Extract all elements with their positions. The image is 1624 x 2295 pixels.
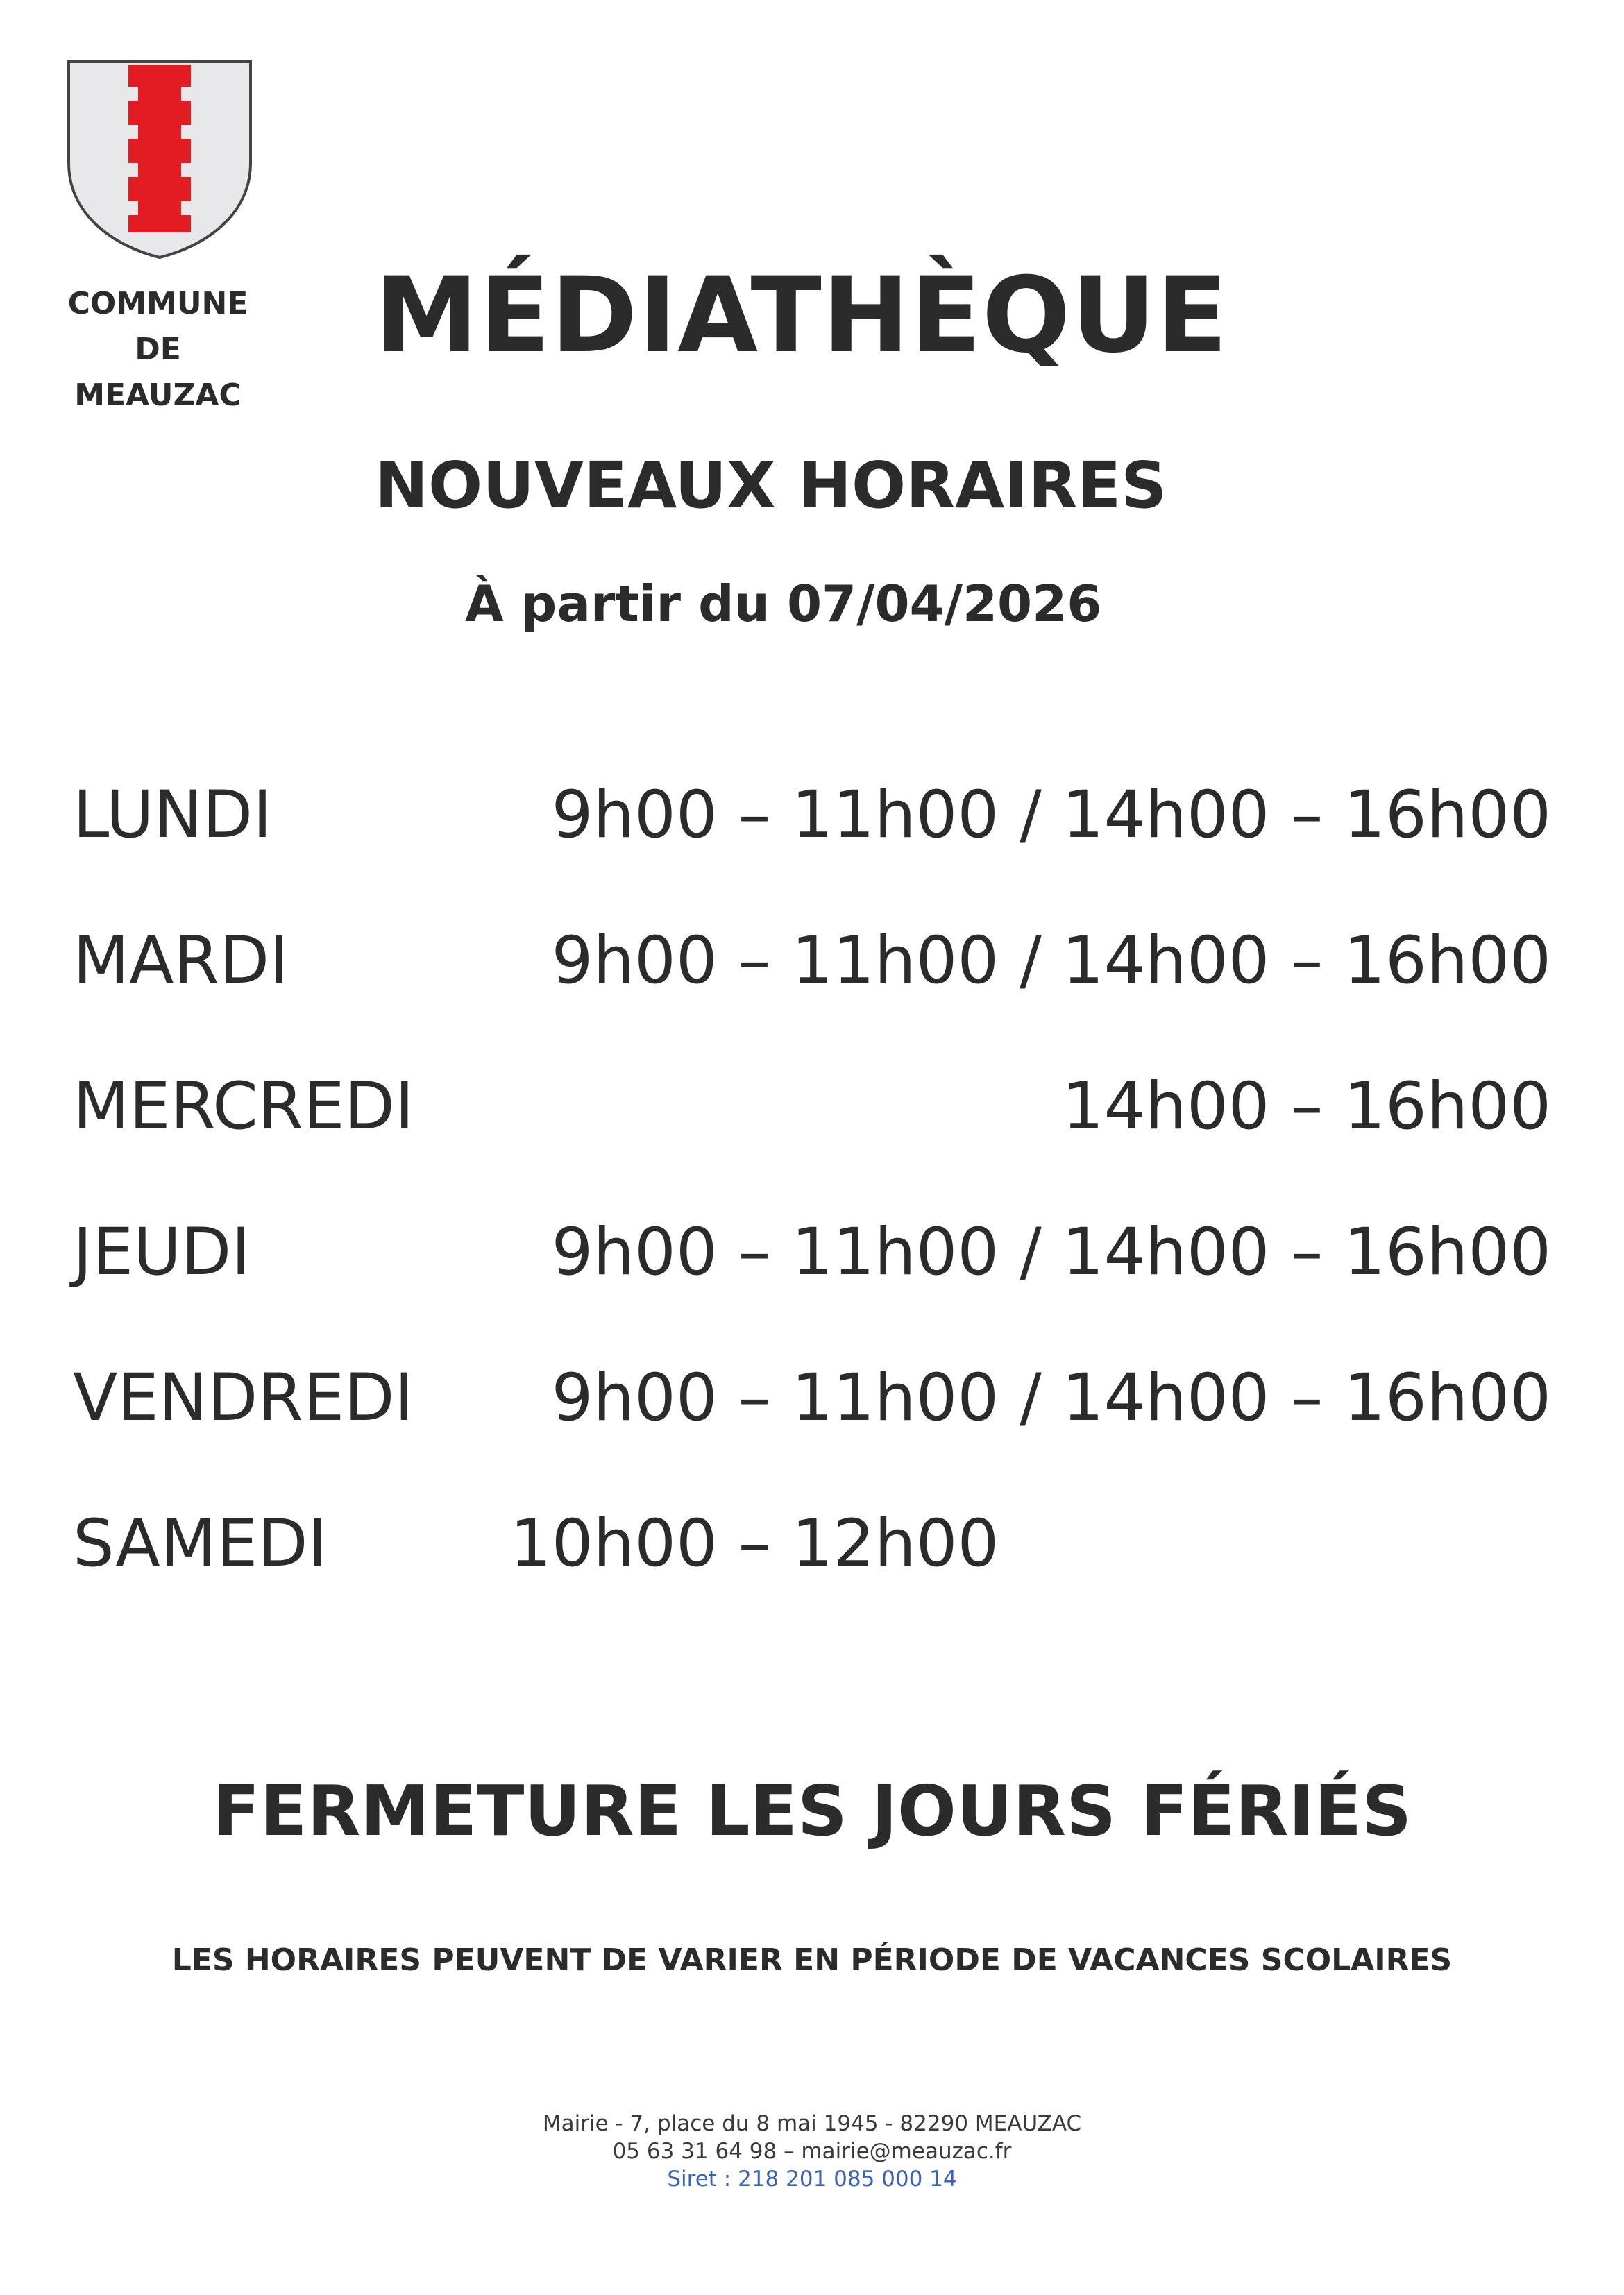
hours-value: 9h00 – 11h00 / 14h00 – 16h00 — [551, 923, 1551, 999]
day-label: LUNDI — [73, 777, 272, 853]
page-title: MÉDIATHÈQUE — [375, 255, 1228, 376]
page-subtitle: NOUVEAUX HORAIRES — [375, 448, 1167, 523]
footer — [0, 2110, 1624, 2193]
hours-value: 10h00 – 12h00 — [510, 1506, 999, 1582]
hours-value: 9h00 – 11h00 / 14h00 – 16h00 — [551, 1214, 1551, 1290]
schedule-row-mardi — [73, 916, 1551, 1006]
schedule-row-vendredi — [73, 1353, 1551, 1443]
effective-date: À partir du 07/04/2026 — [465, 575, 1102, 633]
footer-address: Mairie - 7, place du 8 mai 1945 - 82290 MEAUZAC — [542, 2111, 1082, 2136]
commune-line: COMMUNE — [67, 286, 248, 321]
day-label: JEUDI — [73, 1214, 251, 1290]
commune-line: DE — [135, 332, 181, 367]
day-label: MARDI — [73, 923, 289, 999]
day-label: SAMEDI — [73, 1506, 328, 1582]
hours-value: 14h00 – 16h00 — [1062, 1069, 1551, 1144]
commune-name — [42, 281, 274, 418]
hours-value: 9h00 – 11h00 / 14h00 – 16h00 — [551, 1360, 1551, 1436]
schedule-row-samedi — [73, 1499, 1551, 1589]
day-label: VENDREDI — [73, 1360, 414, 1436]
holiday-closure-notice: FERMETURE LES JOURS FÉRIÉS — [212, 1770, 1412, 1852]
schedule-row-mercredi — [73, 1062, 1551, 1152]
schedule-row-jeudi — [73, 1208, 1551, 1298]
commune-line: MEAUZAC — [74, 378, 242, 413]
footer-contact: 05 63 31 64 98 – mairie@meauzac.fr — [612, 2139, 1012, 2164]
schedule-row-lundi — [73, 770, 1551, 861]
coat-of-arms-icon — [66, 59, 253, 260]
school-holiday-note: LES HORAIRES PEUVENT DE VARIER EN PÉRIODE DE VACANCES SCOLAIRES — [171, 1942, 1453, 1978]
day-label: MERCREDI — [73, 1069, 414, 1144]
footer-siret: Siret : 218 201 085 000 14 — [667, 2167, 957, 2192]
hours-value: 9h00 – 11h00 / 14h00 – 16h00 — [551, 777, 1551, 853]
